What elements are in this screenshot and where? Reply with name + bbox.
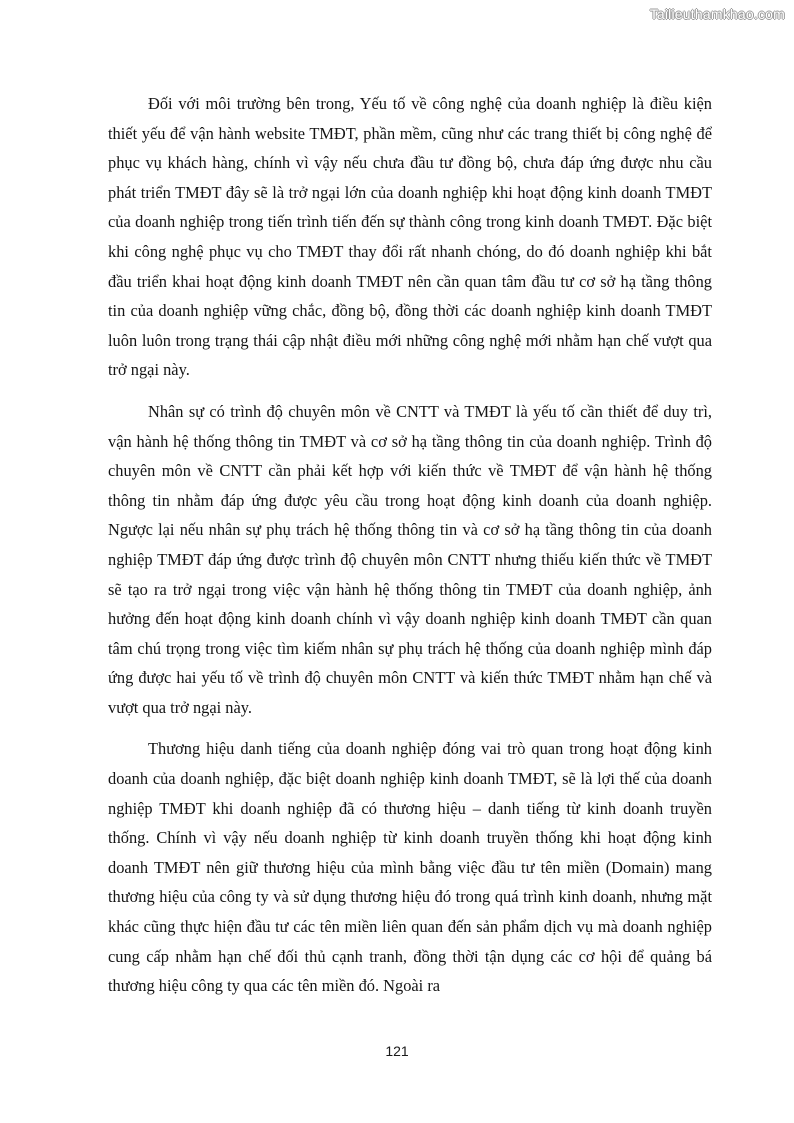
document-body [108, 89, 712, 1013]
paragraph-human-resources: Nhân sự có trình độ chuyên môn về CNTT và TMĐT là yếu tố cần thiết để duy trì, vận hành hệ thống thông tin TMĐT và cơ sở hạ tầng thông tin của doanh nghiệp. Trình độ chuyên môn về CNTT cần phải kết hợp với kiến thức về TMĐT để vận hành hệ thống thông tin nhằm đáp ứng được yêu cầu trong hoạt động kinh doanh của doanh nghiệp. Ngược lại nếu nhân sự phụ trách hệ thống thông tin và cơ sở hạ tầng thông tin của doanh nghiệp TMĐT đáp ứng được trình độ chuyên môn CNTT nhưng thiếu kiến thức về TMĐT sẽ tạo ra trở ngại trong việc vận hành hệ thống thông tin TMĐT của doanh nghiệp, ảnh hưởng đến hoạt động kinh doanh chính vì vậy doanh nghiệp kinh doanh TMĐT cần quan tâm chú trọng trong việc tìm kiếm nhân sự phụ trách hệ thống của doanh nghiệp mình đáp ứng được hai yếu tố về trình độ chuyên môn CNTT và kiến thức TMĐT nhằm hạn chế và vượt qua trở ngại này. [108, 401, 712, 717]
paragraph-technology: Đối với môi trường bên trong, Yếu tố về công nghệ của doanh nghiệp là điều kiện thiết yếu để vận hành website TMĐT, phần mềm, cũng như các trang thiết bị công nghệ để phục vụ khách hàng, chính vì vậy nếu chưa đầu tư đồng bộ, chưa đáp ứng được nhu cầu phát triển TMĐT đây sẽ là trở ngại lớn của doanh nghiệp khi hoạt động kinh doanh TMĐT của doanh nghiệp trong tiến trình tiến đến sự thành công trong kinh doanh TMĐT. Đặc biệt khi công nghệ phục vụ cho TMĐT thay đổi rất nhanh chóng, do đó doanh nghiệp khi bắt đầu triển khai hoạt động kinh doanh TMĐT nên cần quan tâm đầu tư cơ sở hạ tầng thông tin của doanh nghiệp vững chắc, đồng bộ, đồng thời các doanh nghiệp kinh doanh TMĐT luôn luôn trong trạng thái cập nhật điều mới những công nghệ mới nhằm hạn chế vượt qua trở ngại này. [108, 94, 712, 380]
page-number: 121 [385, 1043, 409, 1059]
watermark-text: Tailieuthamkhao.com [649, 6, 785, 22]
paragraph-brand-reputation: Thương hiệu danh tiếng của doanh nghiệp đóng vai trò quan trong hoạt động kinh doanh của doanh nghiệp, đặc biệt doanh nghiệp kinh doanh TMĐT, sẽ là lợi thế của doanh nghiệp TMĐT khi doanh nghiệp đã có thương hiệu – danh tiếng từ kinh doanh truyền thống. Chính vì vậy nếu doanh nghiệp từ kinh doanh truyền thống khi hoạt động kinh doanh TMĐT nên giữ thương hiệu của mình bằng việc đầu tư tên miền (Domain) mang thương hiệu của công ty và sử dụng thương hiệu đó trong quá trình kinh doanh, nhưng mặt khác cũng thực hiện đầu tư các tên miền liên quan đến sản phẩm dịch vụ mà doanh nghiệp cung cấp nhằm hạn chế đối thủ cạnh tranh, đồng thời tận dụng các cơ hội để quảng bá thương hiệu công ty qua các tên miền đó. Ngoài ra [108, 739, 712, 996]
